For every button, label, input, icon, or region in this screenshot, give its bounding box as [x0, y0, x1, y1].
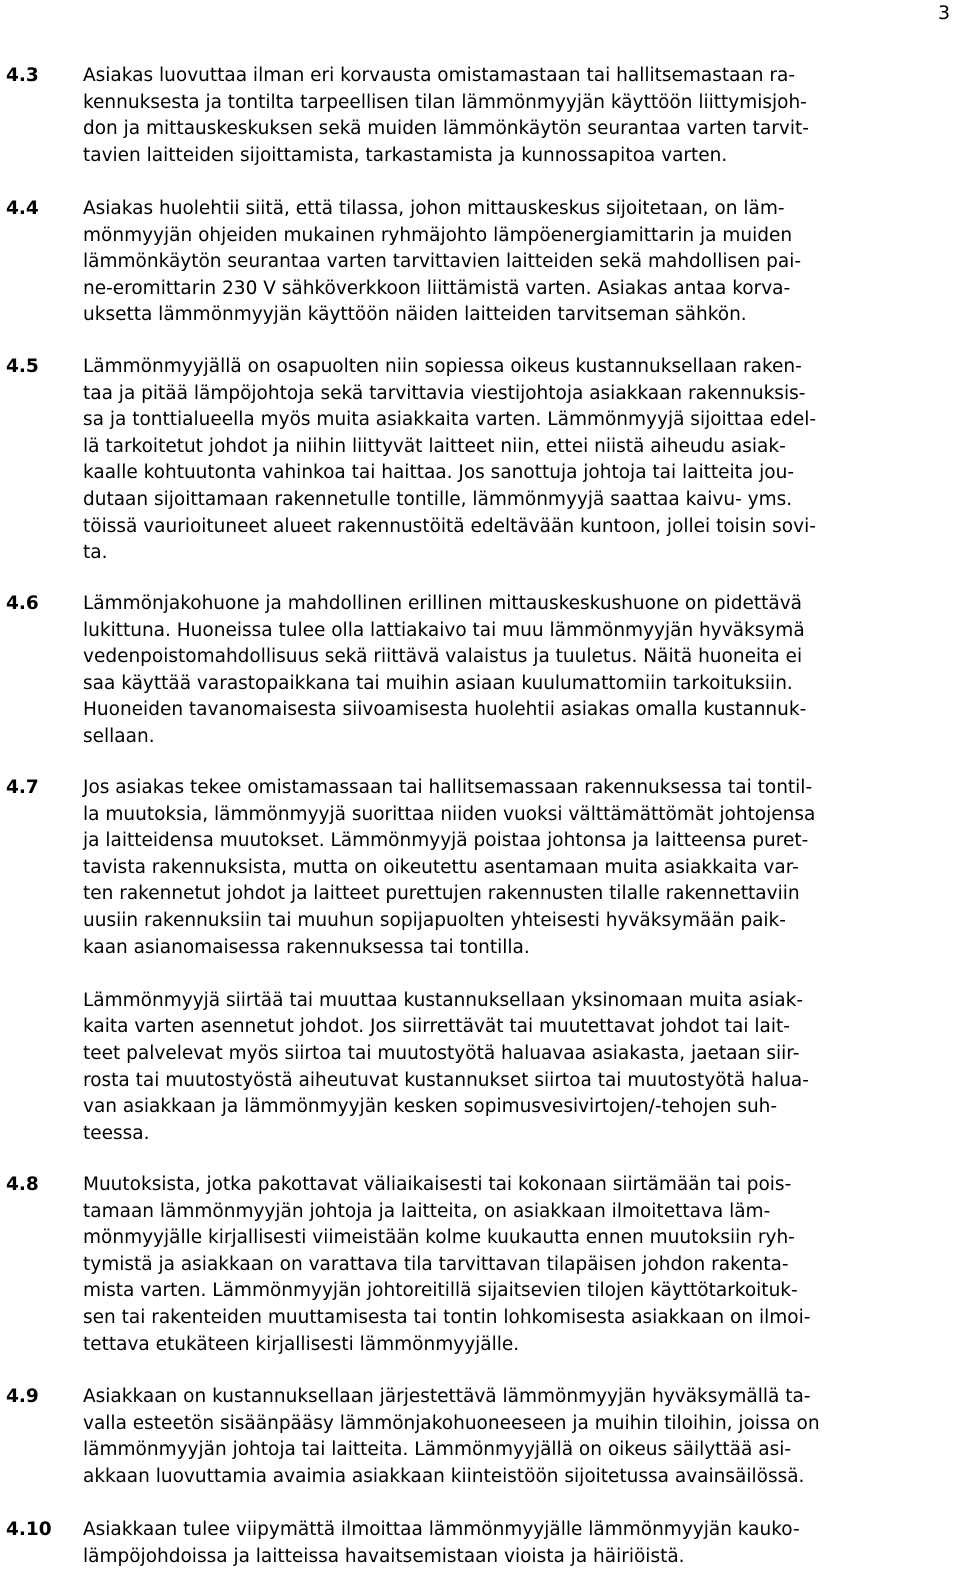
page-number: 3 [938, 2, 951, 24]
paragraph-line: teet palvelevat myös siirtoa tai muutostyötä haluavaa asiakasta, jaetaan siir- [83, 1043, 800, 1064]
paragraph-line: mönmyyjälle kirjallisesti viimeistään kolme kuukautta ennen muutoksiin ryh- [83, 1227, 795, 1249]
paragraph-line: ten rakennetut johdot ja laitteet purettujen rakennusten tilalle rakennettaviin [83, 883, 800, 905]
section-number: 4.6 [6, 593, 39, 614]
paragraph-line: taa ja pitää lämpöjohtoja sekä tarvittavia viestijohtoja asiakkaan rakennuksis- [83, 382, 806, 404]
paragraph-line: Asiakas luovuttaa ilman eri korvausta omistamastaan tai hallitsemastaan ra- [83, 65, 796, 86]
paragraph-line: dutaan sijoittamaan rakennetulle tontille, lämmönmyyjä saattaa kaivu- yms. [83, 489, 793, 510]
paragraph-line: van asiakkaan ja lämmönmyyjän kesken sopimusvesivirtojen/-tehojen suh- [83, 1096, 778, 1118]
section-number: 4.9 [6, 1386, 39, 1407]
paragraph-line: mista varten. Lämmönmyyjän johtoreitillä sijaitsevien tilojen käyttötarkoituk- [83, 1280, 798, 1302]
paragraph-line: kaalle kohtuutonta vahinkoa tai haittaa. Jos sanottuja johtoja tai laitteita jou- [83, 462, 794, 484]
paragraph-line: rosta tai muutostyöstä aiheutuvat kustannukset siirtoa tai muutostyötä halua- [83, 1069, 809, 1091]
paragraph-line: Lämmönjakohuone ja mahdollinen erillinen mittauskeskushuone on pidettävä [83, 593, 802, 614]
paragraph-line: valla esteetön sisäänpääsy lämmönjakohuoneeseen ja muihin tiloihin, joissa on [83, 1412, 820, 1434]
paragraph-line: tavien laitteiden sijoittamista, tarkastamista ja kunnossapitoa varten. [83, 144, 728, 166]
paragraph-line: töissä vaurioituneet alueet rakennustöitä edeltävään kuntoon, jollei toisin sovi- [83, 515, 816, 537]
paragraph-line: Lämmönmyyjällä on osapuolten niin sopiessa oikeus kustannuksellaan raken- [83, 356, 802, 377]
paragraph-line: sellaan. [83, 726, 155, 747]
paragraph-line: Muutoksista, jotka pakottavat väliaikaisesti tai kokonaan siirtämään tai pois- [83, 1174, 792, 1195]
paragraph-line: mönmyyjän ohjeiden mukainen ryhmäjohto lämpöenergiamittarin ja muiden [83, 224, 793, 246]
paragraph-line: Asiakkaan tulee viipymättä ilmoittaa lämmönmyyjälle lämmönmyyjän kauko- [83, 1519, 800, 1540]
paragraph-line: lämmönmyyjän johtoja tai laitteita. Lämmönmyyjällä on oikeus säilyttää asi- [83, 1439, 792, 1461]
paragraph-line: tymistä ja asiakkaan on varattava tila tarvittavan tilapäisen johdon rakenta- [83, 1253, 789, 1275]
paragraph-line: lämmönkäytön seurantaa varten tarvittavien laitteiden sekä mahdollisen pai- [83, 251, 802, 273]
paragraph-line: ta. [83, 542, 108, 564]
paragraph-line: uksetta lämmönmyyjän käyttöön näiden laitteiden tarvitseman sähkön. [83, 304, 747, 326]
paragraph-line: ne-eromittarin 230 V sähköverkkoon liittämistä varten. Asiakas antaa korva- [83, 277, 791, 299]
paragraph-line: lukittuna. Huoneissa tulee olla lattiakaivo tai muu lämmönmyyjän hyväksymä [83, 619, 805, 641]
paragraph-line: uusiin rakennuksiin tai muuhun sopijapuolten yhteisesti hyväksymään paik- [83, 910, 786, 931]
paragraph-line: Lämmönmyyjä siirtää tai muuttaa kustannuksellaan yksinomaan muita asiak- [83, 989, 804, 1011]
paragraph-line: Asiakkaan on kustannuksellaan järjestettävä lämmönmyyjän hyväksymällä ta- [83, 1386, 811, 1407]
section-number: 4.8 [6, 1174, 39, 1195]
paragraph-line: sen tai rakenteiden muuttamisesta tai tontin lohkomisesta asiakkaan on ilmoi- [83, 1307, 811, 1328]
paragraph-line: Asiakas huolehtii siitä, että tilassa, johon mittauskeskus sijoitetaan, on läm- [83, 198, 785, 219]
paragraph-line: la muutoksia, lämmönmyyjä suorittaa niiden vuoksi välttämättömät johtojensa [83, 803, 816, 825]
paragraph-line: tamaan lämmönmyyjän johtoja ja laitteita, on asiakkaan ilmoitettava läm- [83, 1200, 771, 1222]
section-number: 4.3 [6, 65, 39, 86]
paragraph-line: kaan asianomaisessa rakennuksessa tai tontilla. [83, 936, 530, 958]
paragraph-line: lä tarkoitetut johdot ja niihin liittyvät laitteet niin, ettei niistä aiheudu asiak- [83, 435, 786, 457]
paragraph-line: ja laitteidensa muutokset. Lämmönmyyjä poistaa johtonsa ja laitteensa puret- [83, 830, 809, 852]
paragraph-line: teessa. [83, 1122, 150, 1144]
section-number: 4.5 [6, 356, 39, 377]
paragraph-line: saa käyttää varastopaikkana tai muihin asiaan kuulumattomiin tarkoituksiin. [83, 672, 793, 694]
paragraph-line: Huoneiden tavanomaisesta siivoamisesta huolehtii asiakas omalla kustannuk- [83, 699, 807, 721]
paragraph-line: sa ja tonttialueella myös muita asiakkaita varten. Lämmönmyyjä sijoittaa edel- [83, 409, 817, 431]
paragraph-line: lämpöjohdoissa ja laitteissa havaitsemistaan vioista ja häiriöistä. [83, 1545, 685, 1567]
paragraph-line: tettava etukäteen kirjallisesti lämmönmyyjälle. [83, 1333, 520, 1355]
paragraph-line: Jos asiakas tekee omistamassaan tai hallitsemassaan rakennuksessa tai tontil- [83, 777, 813, 798]
paragraph-line: kaita varten asennetut johdot. Jos siirrettävät tai muutettavat johdot tai lait- [83, 1016, 790, 1038]
section-number: 4.10 [6, 1519, 52, 1540]
paragraph-line: kennuksesta ja tontilta tarpeellisen tilan lämmönmyyjän käyttöön liittymisjoh- [83, 91, 807, 113]
section-number: 4.4 [6, 198, 39, 219]
section-number: 4.7 [6, 777, 39, 798]
paragraph-line: vedenpoistomahdollisuus sekä riittävä valaistus ja tuuletus. Näitä huoneita ei [83, 646, 803, 668]
paragraph-line: don ja mittauskeskuksen sekä muiden lämmönkäytön seurantaa varten tarvit- [83, 118, 809, 140]
paragraph-line: akkaan luovuttamia avaimia asiakkaan kiinteistöön sijoitetussa avainsäilössä. [83, 1465, 805, 1487]
paragraph-line: tavista rakennuksista, mutta on oikeutettu asentamaan muita asiakkaita var- [83, 856, 799, 878]
